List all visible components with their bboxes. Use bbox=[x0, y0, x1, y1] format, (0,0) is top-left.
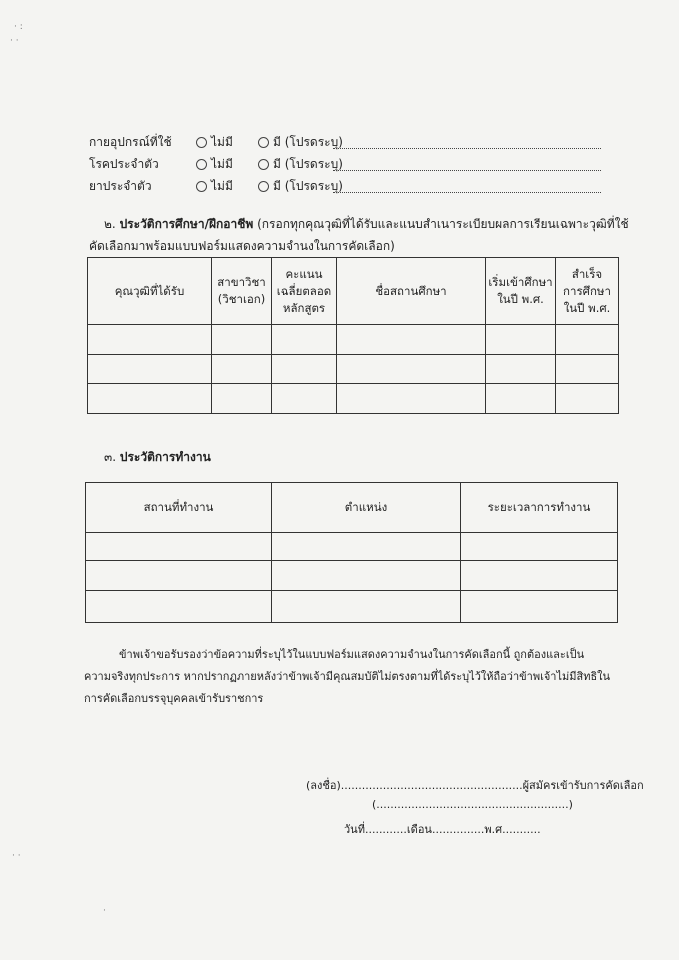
col-header: ตำแหน่ง bbox=[272, 483, 461, 533]
table-cell[interactable] bbox=[272, 355, 337, 384]
date-day-label: วันที่ bbox=[344, 823, 365, 836]
table-row bbox=[86, 561, 618, 591]
table-cell[interactable] bbox=[88, 325, 212, 355]
table-cell[interactable] bbox=[272, 533, 461, 561]
col-header: เริ่มเข้าศึกษา ในปี พ.ศ. bbox=[486, 258, 556, 325]
health-option-no[interactable]: ไม่มี bbox=[196, 155, 233, 174]
table-row bbox=[88, 384, 619, 414]
health-option-no[interactable]: ไม่มี bbox=[196, 133, 233, 152]
name-field[interactable]: (.......................................................) bbox=[372, 798, 573, 811]
table-row bbox=[86, 533, 618, 561]
table-cell[interactable] bbox=[337, 355, 486, 384]
health-row-label: กายอุปกรณ์ที่ใช้ bbox=[89, 135, 172, 149]
section3-heading bbox=[104, 448, 211, 467]
date-year-label: พ.ศ bbox=[484, 823, 503, 836]
table-cell[interactable] bbox=[212, 355, 272, 384]
health-option-yes[interactable]: มี (โปรดระบุ) bbox=[258, 155, 343, 174]
section2-note: (กรอกทุกคุณวุฒิที่ได้รับและแนบสำเนาระเบียบผลการเรียนเฉพาะวุฒิที่ใช้ bbox=[257, 217, 629, 231]
scan-speck: · bbox=[103, 906, 106, 916]
date-month-field[interactable]: ............... bbox=[431, 823, 485, 836]
table-cell[interactable] bbox=[461, 533, 618, 561]
table-cell[interactable] bbox=[212, 384, 272, 414]
col-header: ชื่อสถานศึกษา bbox=[337, 258, 486, 325]
fill-in-line[interactable] bbox=[333, 148, 601, 149]
scan-speck: · · bbox=[10, 36, 19, 46]
date-year-field[interactable]: ........... bbox=[502, 823, 541, 836]
table-cell[interactable] bbox=[556, 355, 619, 384]
section2-title: ประวัติการศึกษา/ฝึกอาชีพ bbox=[119, 217, 254, 231]
date-day-field[interactable]: ............ bbox=[364, 823, 407, 836]
health-option-no[interactable]: ไม่มี bbox=[196, 177, 233, 196]
scan-speck: · : bbox=[14, 22, 23, 32]
radio-circle-icon[interactable] bbox=[196, 159, 207, 170]
table-cell[interactable] bbox=[337, 384, 486, 414]
table-cell[interactable] bbox=[486, 325, 556, 355]
signature-line bbox=[306, 776, 644, 794]
table-cell[interactable] bbox=[461, 561, 618, 591]
col-header: สำเร็จ การศึกษา ในปี พ.ศ. bbox=[556, 258, 619, 325]
col-header: คุณวุฒิที่ได้รับ bbox=[88, 258, 212, 325]
table-cell[interactable] bbox=[272, 325, 337, 355]
radio-circle-icon[interactable] bbox=[258, 137, 269, 148]
table-cell[interactable] bbox=[486, 355, 556, 384]
col-header: คะแนน เฉลี่ยตลอด หลักสูตร bbox=[272, 258, 337, 325]
table-cell[interactable] bbox=[86, 533, 272, 561]
declaration-line: การคัดเลือกบรรจุบุคคลเข้ารับราชการ bbox=[84, 692, 264, 705]
sign-role: ผู้สมัครเข้ารับการคัดเลือก bbox=[522, 779, 644, 792]
section2-number: ๒. bbox=[104, 217, 116, 231]
radio-circle-icon[interactable] bbox=[258, 181, 269, 192]
work-table bbox=[85, 482, 618, 623]
health-option-yes[interactable]: มี (โปรดระบุ) bbox=[258, 133, 343, 152]
section2-heading bbox=[104, 215, 629, 234]
radio-circle-icon[interactable] bbox=[196, 181, 207, 192]
table-cell[interactable] bbox=[212, 325, 272, 355]
health-row-label: โรคประจำตัว bbox=[89, 157, 159, 171]
table-cell[interactable] bbox=[88, 355, 212, 384]
table-cell[interactable] bbox=[272, 561, 461, 591]
table-cell[interactable] bbox=[272, 591, 461, 623]
date-month-label: เดือน bbox=[406, 823, 432, 836]
table-cell[interactable] bbox=[556, 325, 619, 355]
table-row bbox=[88, 325, 619, 355]
table-cell[interactable] bbox=[556, 384, 619, 414]
section2-note-cont: คัดเลือกมาพร้อมแบบฟอร์มแสดงความจำนงในการคัดเลือก) bbox=[89, 239, 395, 253]
table-cell[interactable] bbox=[86, 591, 272, 623]
col-header: สาขาวิชา (วิชาเอก) bbox=[212, 258, 272, 325]
health-option-yes[interactable]: มี (โปรดระบุ) bbox=[258, 177, 343, 196]
table-cell[interactable] bbox=[88, 384, 212, 414]
declaration-line: ข้าพเจ้าขอรับรองว่าข้อความที่ระบุไว้ในแบบฟอร์มแสดงความจำนงในการคัดเลือกนี้ ถูกต้องและเป็น bbox=[119, 648, 585, 661]
education-table bbox=[87, 257, 619, 414]
fill-in-line[interactable] bbox=[333, 170, 601, 171]
scan-speck: · · bbox=[12, 851, 21, 861]
table-cell[interactable] bbox=[272, 384, 337, 414]
col-header: สถานที่ทำงาน bbox=[86, 483, 272, 533]
sign-field[interactable]: .................................................... bbox=[340, 779, 523, 792]
table-row bbox=[86, 591, 618, 623]
table-header-row bbox=[86, 483, 618, 533]
date-line bbox=[344, 820, 541, 838]
health-row-label: ยาประจำตัว bbox=[89, 179, 152, 193]
col-header: ระยะเวลาการทำงาน bbox=[461, 483, 618, 533]
sign-label: (ลงชื่อ) bbox=[306, 779, 341, 792]
table-cell[interactable] bbox=[486, 384, 556, 414]
declaration-line: ความจริงทุกประการ หากปรากฏภายหลังว่าข้าพเจ้ามีคุณสมบัติไม่ตรงตามที่ได้ระบุไว้ให้ถือว่าข้าพเจ้าไม่มีสิทธิใน bbox=[84, 670, 611, 683]
section3-number: ๓. bbox=[104, 450, 117, 464]
radio-circle-icon[interactable] bbox=[258, 159, 269, 170]
fill-in-line[interactable] bbox=[333, 192, 601, 193]
table-header-row bbox=[88, 258, 619, 325]
table-row bbox=[88, 355, 619, 384]
section3-title: ประวัติการทำงาน bbox=[119, 450, 211, 464]
table-cell[interactable] bbox=[86, 561, 272, 591]
table-cell[interactable] bbox=[461, 591, 618, 623]
table-cell[interactable] bbox=[337, 325, 486, 355]
radio-circle-icon[interactable] bbox=[196, 137, 207, 148]
